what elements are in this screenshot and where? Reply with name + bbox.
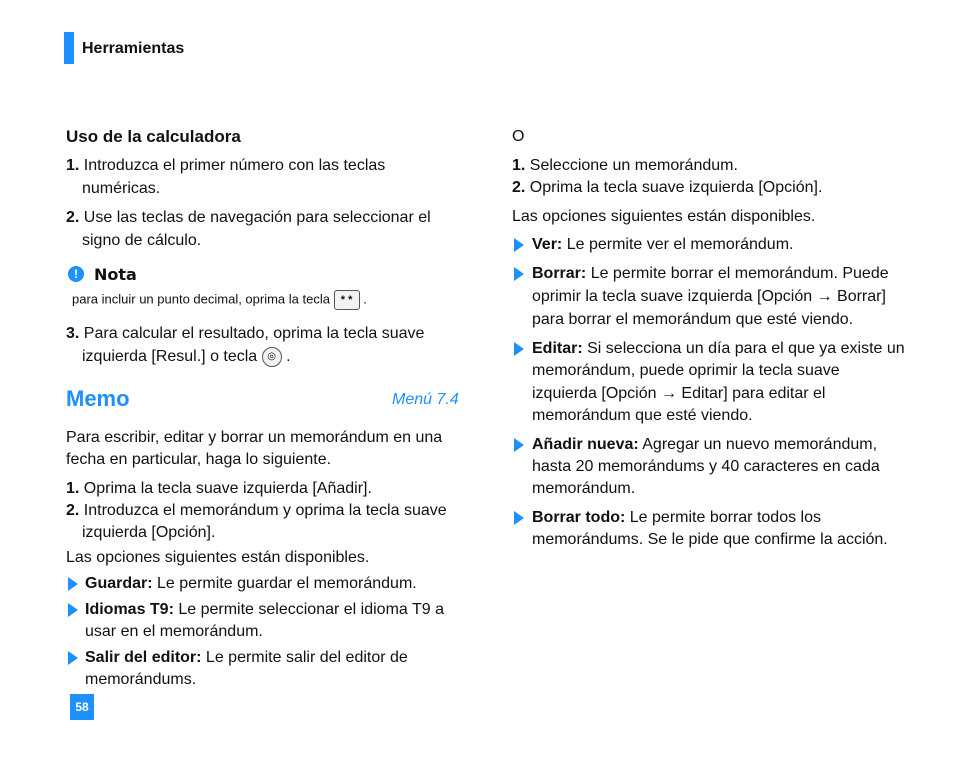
option-borrar xyxy=(532,263,889,286)
option-editar xyxy=(532,338,905,361)
bullet-arrow-icon xyxy=(514,438,524,452)
option-borrar-line-2: oprimir la tecla suave izquierda [Opción → Borrar] xyxy=(532,288,886,305)
option-ver xyxy=(532,234,793,257)
step-text: Seleccione un memorándum. xyxy=(529,157,738,174)
step-text: Oprima la tecla suave izquierda [Añadir]. xyxy=(83,480,372,497)
option-anadir xyxy=(532,434,877,457)
calculator-heading: Uso de la calculadora xyxy=(66,127,241,146)
step-period: . xyxy=(286,348,291,365)
note-title: Nota xyxy=(94,265,137,284)
calc-step-2 xyxy=(66,207,431,230)
option-text: Le permite ver el memorándum. xyxy=(566,236,794,253)
option-anadir-line-3: memorándum. xyxy=(532,480,636,497)
option-salir-cont: memorándums. xyxy=(85,671,197,688)
option-anadir-line-2: hasta 20 memorándums y 40 caracteres en cada xyxy=(532,458,880,475)
option-text: Le permite borrar el memorándum. Puede xyxy=(590,265,889,282)
option-borrar-todo xyxy=(532,507,821,530)
right-step-1 xyxy=(512,155,738,178)
options-intro: Las opciones siguientes están disponibles. xyxy=(66,549,370,566)
step-number: 1. xyxy=(66,157,80,174)
step-number: 3. xyxy=(66,325,80,342)
right-options-intro: Las opciones siguientes están disponibles. xyxy=(512,208,816,225)
option-label: Borrar: xyxy=(532,265,587,282)
memo-intro-line-2: fecha en particular, haga lo siguiente. xyxy=(66,451,332,468)
note-icon: ! xyxy=(68,266,84,282)
option-label: Añadir nueva: xyxy=(532,436,639,453)
step-number: 1. xyxy=(512,157,526,174)
option-guardar xyxy=(85,573,417,596)
calc-step-3-cont xyxy=(82,346,291,369)
calc-step-1 xyxy=(66,155,385,178)
option-label: Salir del editor: xyxy=(85,649,202,666)
step-text: Para calcular el resultado, oprima la tecla suave xyxy=(83,325,425,342)
memo-step-2-cont: izquierda [Opción]. xyxy=(82,524,216,541)
option-editar-line-2: memorándum, puede oprimir la tecla suave xyxy=(532,362,840,379)
star-key-icon: * * xyxy=(334,290,360,310)
right-step-2 xyxy=(512,177,822,200)
bullet-arrow-icon xyxy=(514,342,524,356)
bullet-arrow-icon xyxy=(68,651,78,665)
section-header: Herramientas xyxy=(82,40,185,57)
option-label: Editar: xyxy=(532,340,583,357)
option-borrar-todo-line-2: memorándums. Se le pide que confirme la acción. xyxy=(532,531,888,548)
option-text: Le permite borrar todos los xyxy=(629,509,821,526)
memo-step-2 xyxy=(66,500,447,523)
option-idiomas-cont: usar en el memorándum. xyxy=(85,623,263,640)
note-text xyxy=(72,290,367,310)
option-label: Borrar todo: xyxy=(532,509,626,526)
bullet-arrow-icon xyxy=(514,267,524,281)
bullet-arrow-icon xyxy=(514,238,524,252)
step-text: izquierda [Resul.] o tecla xyxy=(82,348,258,365)
option-label: Ver: xyxy=(532,236,563,253)
option-text: Le permite guardar el memorándum. xyxy=(157,575,417,592)
option-salir xyxy=(85,647,408,670)
option-label: Idiomas T9: xyxy=(85,601,174,618)
header-accent-bar xyxy=(64,32,74,64)
option-borrar-line-3: para borrar el memorándum que esté viendo. xyxy=(532,311,854,328)
bullet-arrow-icon xyxy=(68,577,78,591)
step-text: Use las teclas de navegación para seleccionar el xyxy=(83,209,431,226)
option-text: Si selecciona un día para el que ya existe un xyxy=(587,340,905,357)
calc-step-2-cont: signo de cálculo. xyxy=(82,232,202,249)
bullet-arrow-icon xyxy=(514,511,524,525)
step-text: Introduzca el primer número con las teclas xyxy=(83,157,386,174)
or-label: O xyxy=(512,128,525,145)
step-text: Oprima la tecla suave izquierda [Opción]. xyxy=(529,179,823,196)
note-period: . xyxy=(363,291,367,307)
note-body: para incluir un punto decimal, oprima la tecla xyxy=(72,291,330,307)
option-text: Le permite seleccionar el idioma T9 a xyxy=(178,601,444,618)
step-number: 2. xyxy=(66,209,80,226)
option-text: Agregar un nuevo memorándum, xyxy=(642,436,878,453)
step-number: 1. xyxy=(66,480,80,497)
page-number: 58 xyxy=(70,694,94,720)
option-idiomas xyxy=(85,599,444,622)
calc-step-1-cont: numéricas. xyxy=(82,180,161,197)
ok-key-icon: ◎ xyxy=(262,347,282,367)
option-editar-line-3: izquierda [Opción → Editar] para editar el xyxy=(532,385,826,402)
option-text: Le permite salir del editor de xyxy=(205,649,408,666)
option-label: Guardar: xyxy=(85,575,153,592)
memo-intro-line-1: Para escribir, editar y borrar un memorándum en una xyxy=(66,429,443,446)
step-number: 2. xyxy=(512,179,526,196)
step-text: Introduzca el memorándum y oprima la tecla suave xyxy=(83,502,447,519)
calc-step-3 xyxy=(66,323,424,346)
menu-reference: Menú 7.4 xyxy=(392,391,459,408)
memo-step-1 xyxy=(66,478,372,501)
option-editar-line-4: memorándum que esté viendo. xyxy=(532,407,753,424)
memo-title: Memo xyxy=(66,386,130,411)
bullet-arrow-icon xyxy=(68,603,78,617)
step-number: 2. xyxy=(66,502,80,519)
